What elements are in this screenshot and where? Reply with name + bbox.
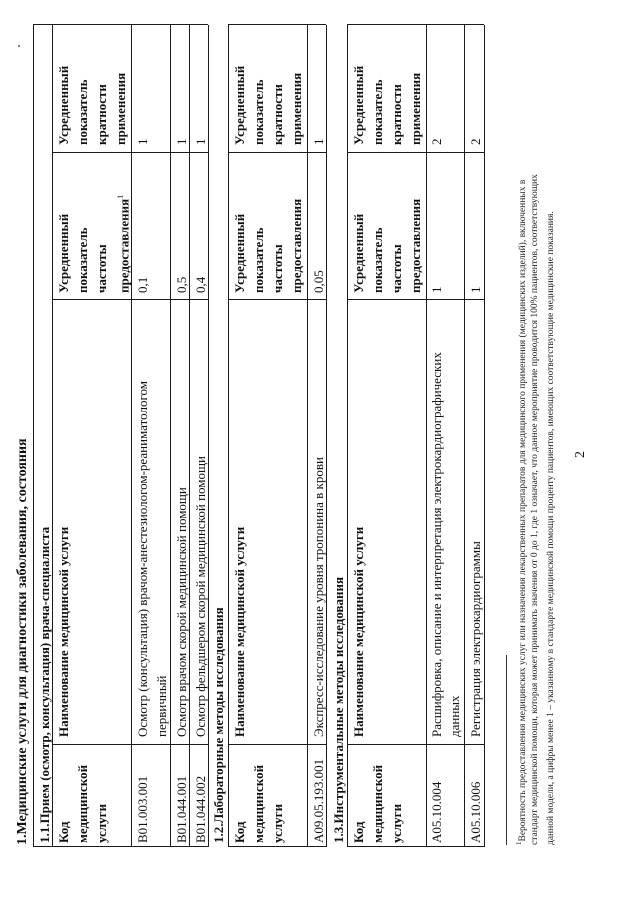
table-row-multiplicity: 2 [468, 138, 483, 145]
table-rule [228, 152, 326, 153]
table-row-code: В01.044.001 [174, 775, 189, 843]
header-frequency-2: показатель [75, 227, 90, 293]
header-multiplicity-4: применения [113, 72, 128, 145]
table-rule [228, 299, 326, 300]
header-frequency-3: частоты [389, 244, 404, 293]
table-rule [484, 25, 485, 847]
header-multiplicity-1: Усредненный [351, 65, 366, 145]
table-row-frequency: 1 [468, 286, 483, 293]
table-row-name-cont: данных [447, 695, 462, 737]
table-row-multiplicity: 1 [311, 138, 326, 145]
table-rule [52, 152, 208, 153]
table-row-code: А09.05.193.001 [311, 758, 326, 843]
header-multiplicity-2: показатель [75, 79, 90, 145]
table-row-code: В01.003.001 [135, 775, 150, 843]
header-multiplicity-3: кратности [270, 84, 285, 145]
table-rule [426, 25, 427, 847]
table-row-name: Расшифровка, описание и интерпретация электрокардиографических [429, 352, 444, 737]
table-row-code: А05.10.006 [468, 781, 483, 843]
table-rule [52, 299, 208, 300]
footnote-marker: 1 [116, 194, 125, 199]
subsection-title-1-3: 1.3.Инструментальные методы исследования [331, 576, 346, 843]
table-rule [347, 24, 484, 25]
header-code-3: услуги [270, 803, 285, 843]
table-rule [347, 299, 484, 300]
table-row-frequency: 1 [429, 286, 444, 293]
header-multiplicity-3: кратности [94, 84, 109, 145]
table-rule [347, 25, 348, 847]
scan-speck [18, 45, 20, 47]
header-frequency-2: показатель [251, 227, 266, 293]
table-rule [228, 25, 229, 847]
header-name: Наименование медицинской услуги [351, 526, 366, 737]
table-row-multiplicity: 1 [174, 138, 189, 145]
table-row-code: А05.10.004 [429, 781, 444, 843]
table-rule [347, 846, 484, 847]
subsection-title-1-2: 1.2.Лабораторные методы исследования [211, 607, 226, 843]
table-row-frequency: 0,4 [193, 276, 208, 293]
header-code-2: медицинской [251, 764, 266, 843]
header-multiplicity-1: Усредненный [232, 65, 247, 145]
table-row-name-cont: первичный [154, 675, 169, 737]
table-rule [347, 744, 484, 745]
header-frequency-1: Усредненный [232, 213, 247, 293]
table-rule [33, 25, 34, 847]
table-rule [228, 744, 326, 745]
section-heading: 1.Медицинские услуги для диагностики заболевания, состояния [15, 438, 30, 845]
table-row-frequency: 0,5 [174, 276, 189, 293]
footnote-line-3: данной модели, а цифры менее 1 – указанному в стандарте медицинской помощи проценту пациентов, имеющих соответствующие медицинские показания. [546, 211, 556, 845]
header-code-1: Код [351, 821, 366, 843]
table-rule [347, 152, 484, 153]
header-frequency-1: Усредненный [351, 213, 366, 293]
header-multiplicity-2: показатель [251, 79, 266, 145]
table-row-frequency: 0,1 [135, 276, 150, 293]
table-rule [52, 744, 208, 745]
header-multiplicity-1: Усредненный [56, 65, 71, 145]
table-rule [464, 25, 465, 847]
header-code-2: медицинской [370, 764, 385, 843]
table-row-multiplicity: 2 [429, 138, 444, 145]
table-rule [228, 24, 326, 25]
table-row-multiplicity: 1 [193, 138, 208, 145]
table-rule [307, 25, 308, 847]
table-rule [33, 846, 208, 847]
table-row-multiplicity: 1 [135, 138, 150, 145]
header-code-2: медицинской [75, 764, 90, 843]
header-code-3: услуги [389, 803, 404, 843]
header-multiplicity-4: применения [408, 72, 423, 145]
table-row-name: Осмотр фельдшером скорой медицинской помощи [193, 456, 208, 737]
table-rule [131, 25, 132, 847]
header-frequency-1: Усредненный [56, 213, 71, 293]
table-rule [33, 24, 208, 25]
header-frequency-3: частоты [270, 244, 285, 293]
table-row-frequency: 0,05 [311, 270, 326, 293]
header-multiplicity-2: показатель [370, 79, 385, 145]
table-rule [228, 846, 326, 847]
header-frequency-2: показатель [370, 227, 385, 293]
header-code-3: услуги [94, 803, 109, 843]
header-frequency-4: предоставления [289, 198, 304, 293]
table-rule [170, 25, 171, 847]
subsection-title-1-1: 1.1.Прием (осмотр, консультация) врача-специалиста [37, 526, 52, 843]
table-row-name: Регистрация электрокардиограммы [468, 541, 483, 737]
header-frequency-4: предоставления [408, 198, 423, 293]
page-number: 2 [573, 451, 588, 458]
header-multiplicity-3: кратности [389, 84, 404, 145]
header-name: Наименование медицинской услуги [232, 526, 247, 737]
table-row-name: Экспресс-исследование уровня тропонина в крови [311, 457, 326, 737]
header-multiplicity-4: применения [289, 72, 304, 145]
table-row-name: Осмотр (консультация) врачом-анестезиологом-реаниматологом [135, 381, 150, 737]
footnote-line-1: $^1$Вероятность предоставления медицинских услуг или назначения лекарственных препаратов для медицинского применения (медицинских изделий), включенных в [515, 179, 529, 845]
table-row-code: В01.044.002 [193, 775, 208, 843]
table-row-name: Осмотр врачом скорой медицинской помощи [174, 487, 189, 737]
footnote-line-2: стандарт медицинской помощи, которая может принимать значения от 0 до 1, где 1 означает, что данное мероприятие проводится 100% пациентов, соответствующих [530, 174, 540, 845]
header-name: Наименование медицинской услуги [56, 526, 71, 737]
header-code-1: Код [232, 821, 247, 843]
header-code-1: Код [56, 821, 71, 843]
header-frequency-4: предоставления$^1$ [116, 194, 132, 293]
footnote-rule [506, 655, 507, 845]
header-frequency-3: частоты [94, 244, 109, 293]
